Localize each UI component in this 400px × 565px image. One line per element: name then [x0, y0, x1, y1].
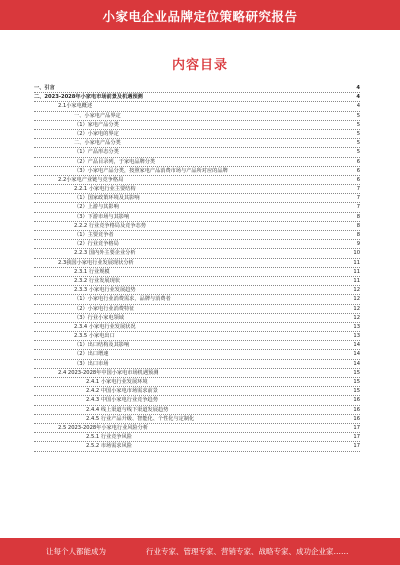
- toc-entry[interactable]: [34, 286, 360, 295]
- toc-entry[interactable]: [34, 148, 360, 157]
- toc-entry-text: （1）小家电行业消费需求，品牌与消费者: [74, 296, 171, 303]
- header-banner: [0, 0, 400, 30]
- toc-entry-page: 13: [353, 323, 360, 330]
- toc-entry-page: 12: [353, 314, 360, 321]
- toc-entry-text: （3）出口市场: [74, 360, 109, 367]
- toc-entry[interactable]: [34, 341, 360, 350]
- toc-entry[interactable]: [34, 222, 360, 231]
- toc-entry-text: 2.4.3 中国小家电行业竞争趋势: [86, 397, 158, 404]
- toc-entry[interactable]: [34, 139, 360, 148]
- toc-entry-text: （2）上游与其影响: [74, 204, 119, 211]
- toc-entry-page: 17: [353, 434, 360, 441]
- toc-entry[interactable]: [34, 360, 360, 369]
- toc-entry-page: 8: [356, 232, 360, 238]
- toc-entry-text: 2.4.4 线上渠道与线下渠道发展趋势: [86, 406, 169, 413]
- toc-entry-page: 16: [353, 397, 360, 404]
- toc-entry-text: 二、小家电产品分类: [74, 140, 121, 147]
- toc-entry-text: 2.2小家电产业链与竞争格局: [58, 176, 124, 183]
- toc-entry[interactable]: [34, 231, 360, 240]
- toc-entry-text: 2.4 2023-2028年中国小家电市场机遇预测: [58, 369, 159, 376]
- toc-entry[interactable]: [34, 277, 360, 286]
- toc-entry[interactable]: [34, 213, 360, 222]
- toc-entry-text: 2.3.1 行业规模: [74, 268, 110, 275]
- toc-entry-page: 6: [356, 176, 360, 183]
- toc-entry-text: （2）行业竞争格局: [74, 241, 119, 248]
- toc-entry[interactable]: [34, 167, 360, 176]
- toc-entry[interactable]: [34, 350, 360, 359]
- toc-entry[interactable]: [34, 424, 360, 433]
- toc-entry-page: 6: [356, 167, 360, 174]
- toc-entry-page: 16: [353, 415, 360, 422]
- toc-entry[interactable]: [34, 203, 360, 212]
- toc-entry[interactable]: [34, 378, 360, 387]
- toc-entry-page: 16: [353, 406, 360, 413]
- toc-entry-page: 7: [356, 186, 360, 193]
- toc-entry-page: 11: [353, 259, 360, 266]
- toc-entry-text: 2.2.3 国内外主要企业分析: [74, 250, 136, 257]
- footer-slogan-right: 行业专家、管理专家、营销专家、战略专家、成功企业家……: [146, 547, 349, 556]
- toc-entry-text: 2.3.5 小家电出口: [74, 333, 115, 340]
- footer-banner: [0, 538, 400, 565]
- toc-entry[interactable]: [34, 406, 360, 415]
- toc-entry-text: 2.3我国小家电行业发展现状分析: [58, 259, 134, 266]
- toc-entry-page: 5: [356, 130, 360, 137]
- toc-entry[interactable]: [34, 323, 360, 332]
- toc-entry-text: 2.5.2 市场需求风险: [86, 443, 132, 450]
- toc-entry[interactable]: [34, 433, 360, 442]
- toc-entry-text: 一、引言: [34, 85, 55, 91]
- toc-entry-text: （3）行业小家电领域: [74, 314, 124, 321]
- toc-entry-page: 9: [356, 241, 360, 248]
- toc-entry-page: 14: [353, 342, 360, 349]
- toc-entry[interactable]: [34, 176, 360, 185]
- toc-entry-page: 5: [356, 140, 360, 147]
- toc-entry[interactable]: [34, 194, 360, 203]
- toc-entry-text: （2）产品目录列，于家电品牌分类: [74, 158, 156, 165]
- toc-entry-page: 11: [353, 277, 360, 284]
- toc-entry[interactable]: [34, 93, 360, 102]
- toc-entry-page: 4: [356, 94, 360, 101]
- toc-entry-text: 一、小家电产品界定: [74, 112, 121, 119]
- toc-entry-page: 14: [353, 351, 360, 358]
- toc-title: 内容目录: [171, 58, 228, 73]
- toc-entry-page: 11: [353, 268, 360, 275]
- toc-entry-page: 4: [356, 103, 360, 110]
- toc-entry[interactable]: [34, 130, 360, 139]
- toc-entry[interactable]: [34, 112, 360, 121]
- toc-entry-page: 17: [353, 424, 360, 431]
- toc-entry[interactable]: [34, 102, 360, 111]
- toc-entry[interactable]: [34, 332, 360, 341]
- toc-entry-page: 17: [353, 443, 360, 450]
- toc-entry[interactable]: [34, 84, 360, 93]
- report-title: 小家电企业品牌定位策略研究报告: [102, 9, 298, 24]
- toc-entry-text: 2.2.1 小家电行业主要结构: [74, 186, 136, 193]
- toc-entry[interactable]: [34, 415, 360, 424]
- toc-entry[interactable]: [34, 249, 360, 258]
- toc-entry-text: （2）小家电行业消费特征: [74, 305, 135, 312]
- toc-entry-text: （1）家电产品分类: [74, 121, 119, 128]
- toc-entry-page: 15: [353, 379, 360, 385]
- toc-entry[interactable]: [34, 185, 360, 194]
- toc-entry-page: 5: [356, 112, 360, 119]
- toc-entry-text: 2.5 2023-2028年小家电行业风险分析: [58, 424, 149, 431]
- toc-entry-page: 7: [356, 204, 360, 211]
- toc-entry-page: 15: [353, 369, 360, 376]
- toc-entry-text: （3）下游市场与其影响: [74, 213, 130, 220]
- toc-entry-page: 7: [356, 195, 360, 202]
- toc-entry-page: 8: [356, 213, 360, 220]
- toc-entry[interactable]: [34, 158, 360, 167]
- table-of-contents: [34, 84, 360, 452]
- toc-entry[interactable]: [34, 396, 360, 405]
- toc-entry-text: （2）出口增速: [74, 351, 109, 358]
- toc-entry-page: 15: [353, 388, 360, 395]
- toc-entry-page: 10: [353, 250, 360, 257]
- toc-entry[interactable]: [34, 442, 360, 451]
- toc-entry-page: 5: [356, 121, 360, 128]
- toc-entry[interactable]: [34, 387, 360, 396]
- toc-entry-page: 12: [353, 305, 360, 312]
- toc-entry-text: 2.5.1 行业竞争风险: [86, 434, 132, 441]
- toc-entry-text: 2.4.2 中国小家电市场需求前景: [86, 388, 158, 395]
- toc-entry[interactable]: [34, 268, 360, 277]
- toc-entry-text: 2.2.2 行业竞争格局及竞争态势: [74, 222, 146, 229]
- toc-entry[interactable]: [34, 240, 360, 249]
- toc-entry-text: （1）主要竞争者: [74, 232, 114, 238]
- toc-entry-text: （1）出口结构及其影响: [74, 342, 130, 349]
- toc-entry-page: 14: [353, 360, 360, 367]
- toc-entry-text: （3）小家电产品分类，按照家电产品消费市场与产品所对应的品牌: [74, 167, 228, 174]
- toc-entry-page: 12: [353, 287, 360, 294]
- toc-entry-page: 5: [356, 149, 360, 156]
- toc-entry[interactable]: [34, 295, 360, 304]
- toc-entry-text: 2.3.4 小家电行业发展状况: [74, 323, 136, 330]
- toc-entry-text: 2.3.3 小家电行业发展趋势: [74, 287, 136, 294]
- toc-entry-page: 13: [353, 333, 360, 340]
- toc-entry-page: 8: [356, 222, 360, 229]
- toc-entry[interactable]: [34, 314, 360, 323]
- toc-entry-page: 4: [356, 85, 360, 91]
- footer-slogan-left: 让每个人都能成为: [46, 547, 106, 556]
- toc-entry-text: （1）产品形态分类: [74, 149, 119, 156]
- toc-entry-text: 二、2023-2028年小家电市场前景及机遇预测: [34, 94, 143, 101]
- toc-entry[interactable]: [34, 259, 360, 268]
- toc-entry-page: 12: [353, 296, 360, 303]
- toc-entry[interactable]: [34, 121, 360, 130]
- toc-entry-text: （1）国家政策环境及其影响: [74, 195, 140, 202]
- toc-entry-text: （2）小家电的界定: [74, 130, 119, 137]
- toc-entry[interactable]: [34, 369, 360, 378]
- toc-entry-page: 6: [356, 158, 360, 165]
- toc-entry-text: 2.4.1 小家电行业发展环境: [86, 379, 148, 385]
- toc-entry[interactable]: [34, 305, 360, 314]
- toc-entry-text: 2.4.5 行业产品升级、智能化、个性化与定制化: [86, 415, 195, 422]
- toc-entry-text: 2.3.2 行业发展现状: [74, 277, 120, 284]
- toc-entry-text: 2.1小家电概述: [58, 103, 93, 110]
